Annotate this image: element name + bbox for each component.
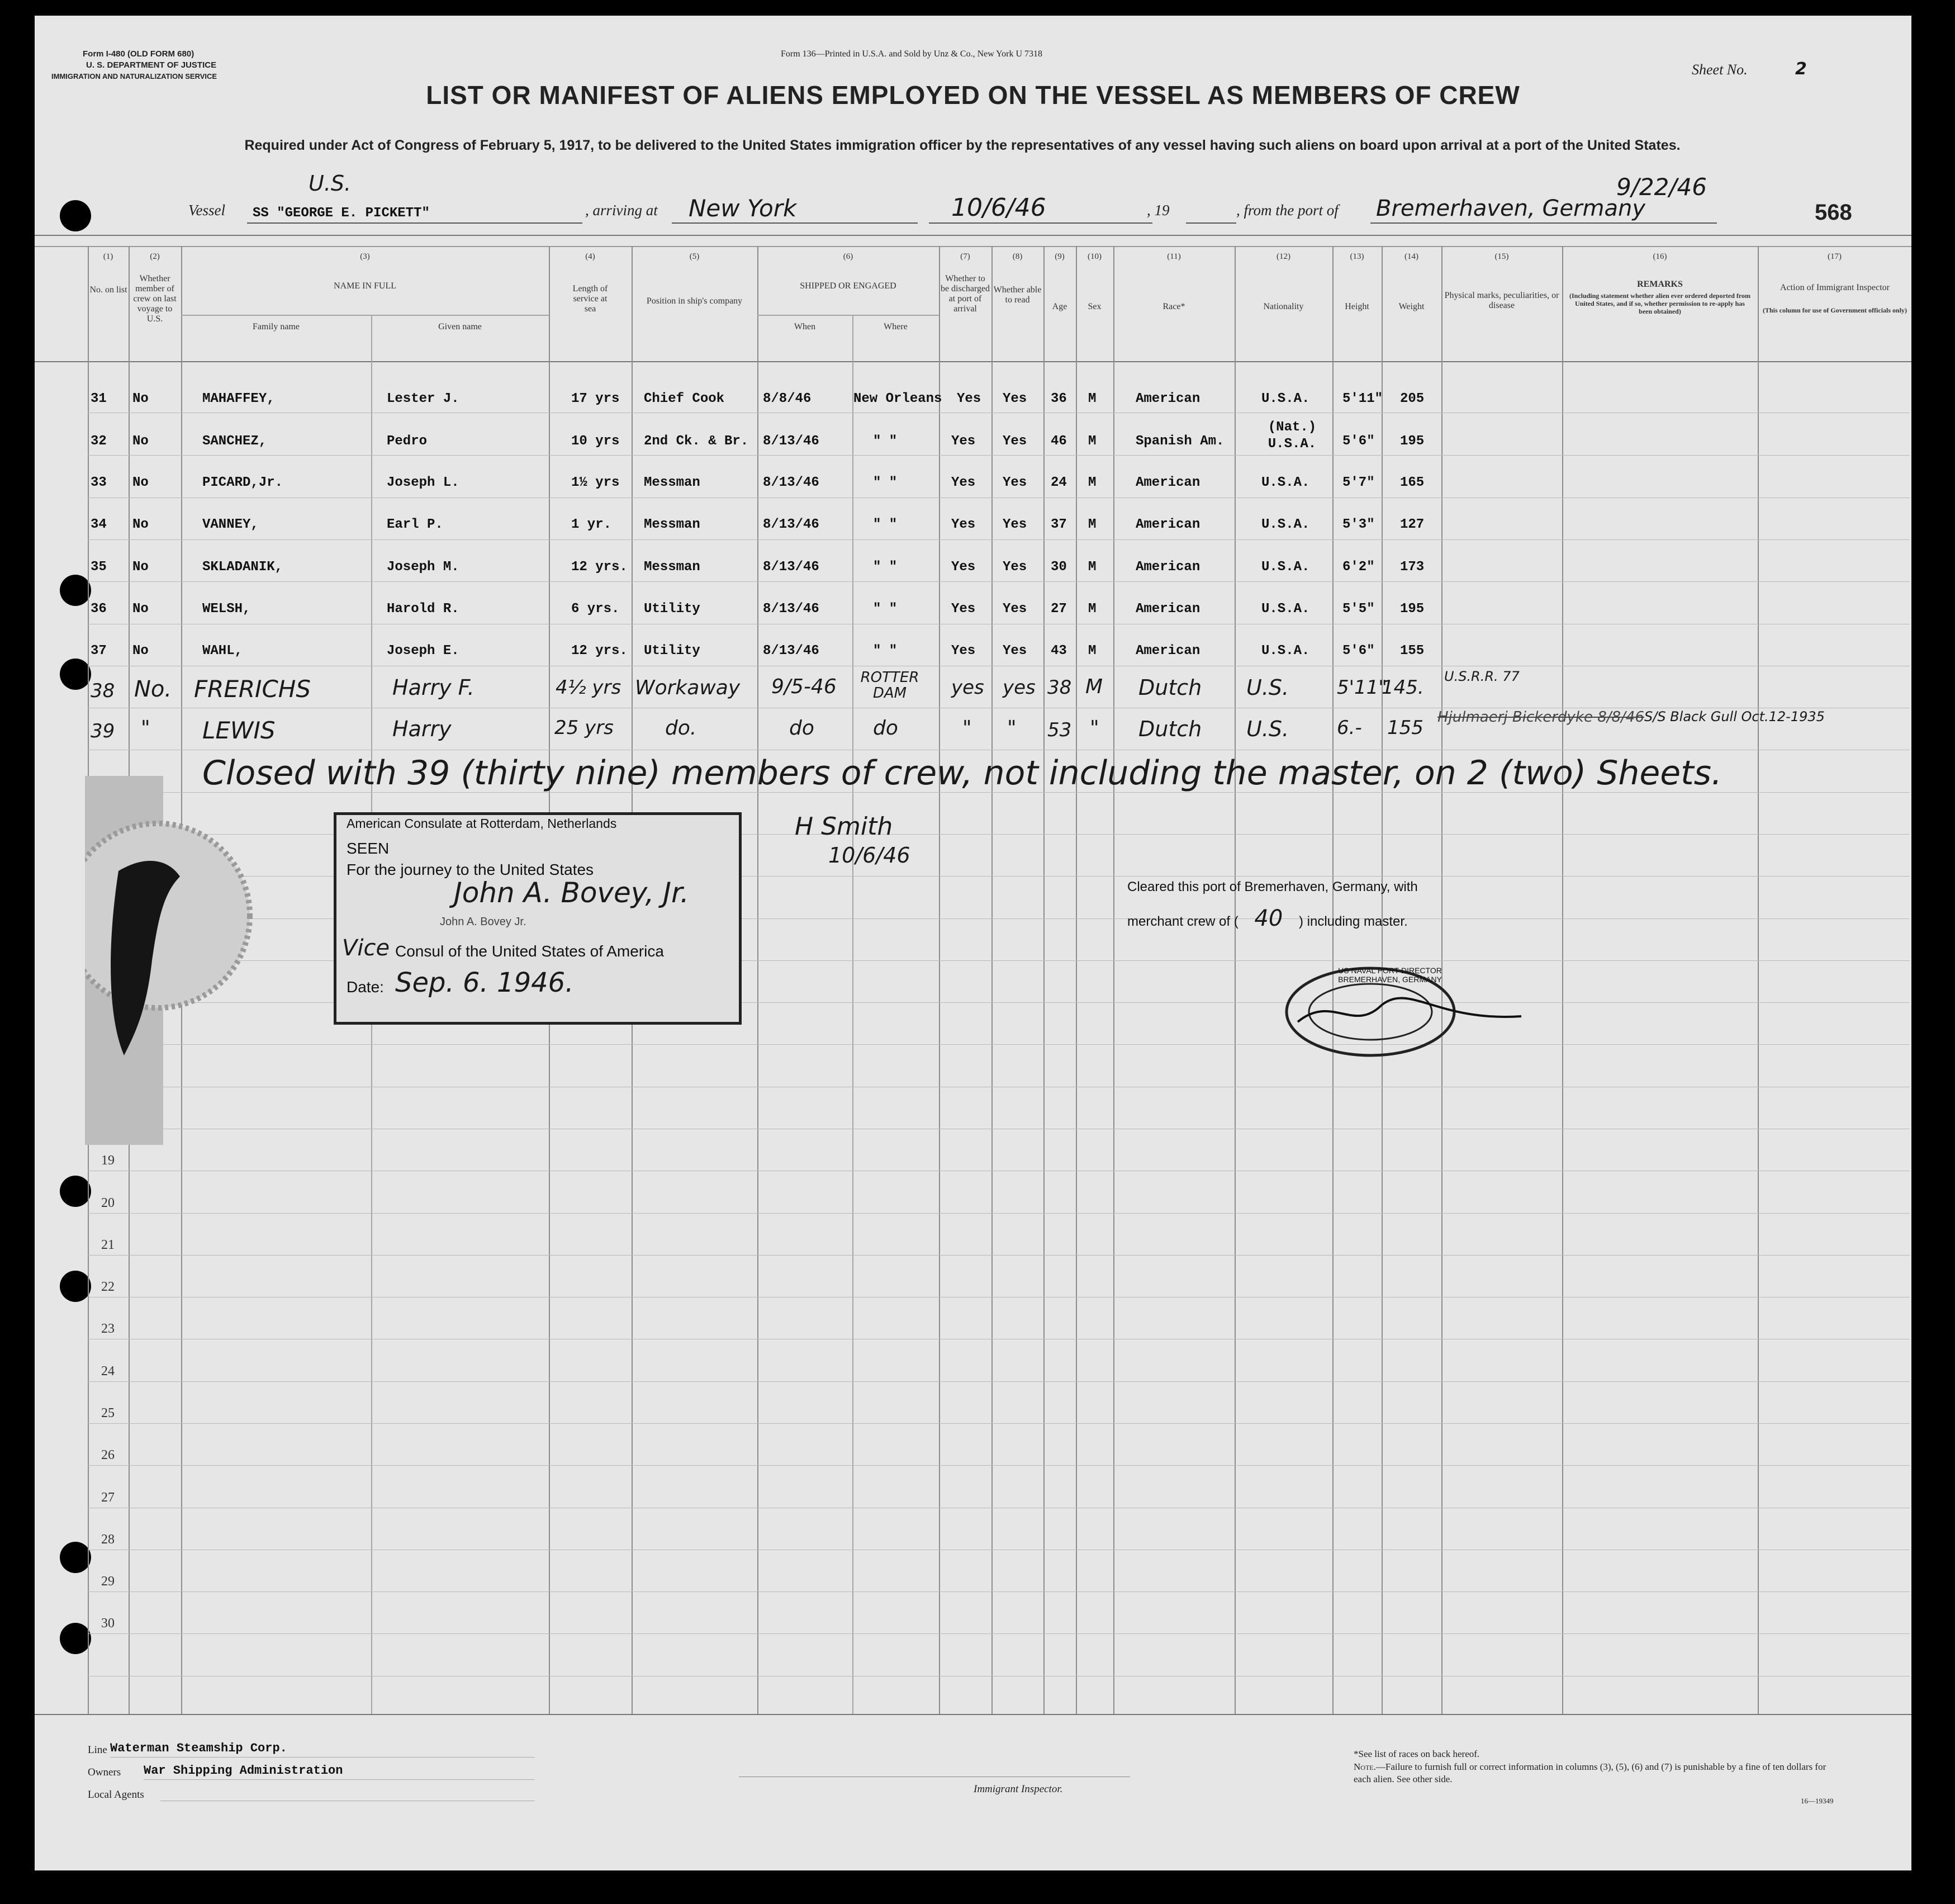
row-number: 22 <box>101 1280 115 1294</box>
where: " " <box>873 517 898 532</box>
where: " " <box>873 434 898 449</box>
struck-out-remark: Hjulmaerj Bickerdyke 8/8/46 <box>1437 709 1644 726</box>
service: IMMIGRATION AND NATURALIZATION SERVICE <box>51 72 217 80</box>
position: Workaway <box>635 676 741 699</box>
family-name: WELSH, <box>202 601 251 617</box>
family-name: VANNEY, <box>202 517 259 532</box>
sex: M <box>1088 434 1097 449</box>
sex: M <box>1088 560 1097 575</box>
page-number: 568 <box>1815 200 1852 225</box>
row-number: 25 <box>101 1406 115 1420</box>
from-label: , from the port of <box>1236 202 1339 219</box>
prev-voyage: No <box>132 391 149 406</box>
col-head: Physical marks, peculiarities, or disease <box>1444 291 1559 310</box>
col-num: (11) <box>1167 252 1181 261</box>
when: do <box>789 717 814 740</box>
service: 12 yrs. <box>571 560 628 575</box>
height: 5'11" <box>1337 676 1387 699</box>
sex: M <box>1088 475 1097 490</box>
manifest-page <box>35 16 1911 1870</box>
weight: 173 <box>1400 560 1425 575</box>
fine-note <box>1354 1761 1845 1785</box>
height: 6.- <box>1337 717 1362 739</box>
note-text: —Failure to furnish full or correct information in columns (3), (5), (6) and (7) is punishable by a fine of ten dollars for each alien. See other side. <box>1354 1761 1826 1784</box>
position: 2nd Ck. & Br. <box>644 434 749 449</box>
given-name: Harold R. <box>387 601 459 617</box>
col-subhead: Given name <box>438 322 482 331</box>
race: Dutch <box>1138 717 1202 741</box>
prev-voyage: No <box>132 475 149 490</box>
punch-hole <box>60 200 91 231</box>
weight: 205 <box>1400 391 1425 406</box>
punch-hole <box>60 659 91 690</box>
prev-voyage: No <box>132 601 149 617</box>
discharged: Yes <box>951 434 976 449</box>
family-name: MAHAFFEY, <box>202 391 275 406</box>
race: American <box>1136 643 1200 659</box>
nationality: U.S.A. <box>1261 560 1310 575</box>
row-no: 34 <box>91 517 107 532</box>
given-name: Joseph L. <box>387 475 459 490</box>
age: 43 <box>1051 643 1067 659</box>
col-num: (8) <box>1012 252 1023 261</box>
when: 8/13/46 <box>763 643 819 659</box>
punch-hole <box>60 1271 91 1302</box>
row-no: 31 <box>91 391 107 406</box>
sex: M <box>1085 675 1103 698</box>
embossed-seal <box>85 776 297 1145</box>
discharged: Yes <box>957 391 981 406</box>
consul-signature: John A. Bovey, Jr. <box>454 877 689 909</box>
consul-typed-name: John A. Bovey Jr. <box>440 916 526 928</box>
when: 8/13/46 <box>763 434 819 449</box>
nationality: (Nat.) U.S.A. <box>1268 420 1317 452</box>
race: Spanish Am. <box>1136 434 1225 449</box>
col-num: (13) <box>1350 252 1364 261</box>
col-head: Age <box>1052 302 1067 311</box>
sex: " <box>1090 717 1099 740</box>
when: 8/8/46 <box>763 391 812 406</box>
discharged: yes <box>951 676 984 699</box>
col-num: (5) <box>689 252 700 261</box>
sex: M <box>1088 643 1097 659</box>
row-number: 21 <box>101 1238 115 1252</box>
service: 4½ yrs <box>556 676 621 699</box>
stamp-date: Sep. 6. 1946. <box>395 967 574 998</box>
page-title: LIST OR MANIFEST OF ALIENS EMPLOYED ON THE VESSEL AS MEMBERS OF CREW <box>426 80 1520 110</box>
weight: 155 <box>1387 717 1423 739</box>
service: 10 yrs <box>571 434 620 449</box>
col-num: (4) <box>585 252 595 261</box>
col-num: (6) <box>843 252 853 261</box>
age: 27 <box>1051 601 1067 617</box>
discharged: Yes <box>951 560 976 575</box>
height: 5'5" <box>1342 601 1375 617</box>
col-head: NAME IN FULL <box>334 281 396 291</box>
weight: 155 <box>1400 643 1425 659</box>
cleared-pre: merchant crew of ( <box>1127 914 1239 929</box>
agents-label: Local Agents <box>88 1789 144 1801</box>
prev-voyage: No <box>132 643 149 659</box>
age: 37 <box>1051 517 1067 532</box>
row-number: 19 <box>101 1153 115 1168</box>
discharged: Yes <box>951 517 976 532</box>
family-name: PICARD,Jr. <box>202 475 283 490</box>
discharged: Yes <box>951 601 976 617</box>
col-num: (12) <box>1277 252 1290 261</box>
position: Utility <box>644 601 700 617</box>
remarks: S/S Black Gull Oct.12-1935 <box>1644 709 1825 724</box>
consul-title: Consul of the United States of America <box>395 942 664 960</box>
col-num: (10) <box>1088 252 1102 261</box>
col-num: (17) <box>1828 252 1842 261</box>
prev-voyage: " <box>141 717 150 740</box>
crew-count: 40 <box>1254 906 1283 931</box>
remarks: U.S.R.R. 77 <box>1444 669 1520 684</box>
position: Chief Cook <box>644 391 725 406</box>
race: American <box>1136 475 1200 490</box>
read: Yes <box>1003 475 1027 490</box>
height: 6'2" <box>1342 560 1375 575</box>
sex: M <box>1088 601 1097 617</box>
family-name: LEWIS <box>202 717 276 744</box>
row-number: 28 <box>101 1532 115 1547</box>
arriving-label: , arriving at <box>585 202 658 219</box>
read: Yes <box>1003 560 1027 575</box>
where: " " <box>873 475 898 490</box>
height: 5'6" <box>1342 643 1375 659</box>
punch-hole <box>60 1542 91 1573</box>
nationality: U.S.A. <box>1261 643 1310 659</box>
row-no: 38 <box>91 680 115 702</box>
col-head: REMARKS <box>1637 280 1683 289</box>
col-head: Length of service at sea <box>572 284 608 314</box>
where: " " <box>873 601 898 617</box>
age: 38 <box>1047 676 1072 699</box>
family-name: SKLADANIK, <box>202 560 283 575</box>
race: Dutch <box>1138 675 1202 700</box>
closing-signature: H Smith <box>795 812 893 841</box>
weight: 145. <box>1382 676 1424 699</box>
col-head: Position in ship's company <box>646 296 743 306</box>
when: 8/13/46 <box>763 517 819 532</box>
col-num: (14) <box>1404 252 1418 261</box>
col-head: No. on list <box>89 285 127 295</box>
sex: M <box>1088 391 1097 406</box>
when: 8/13/46 <box>763 601 819 617</box>
given-name: Lester J. <box>387 391 459 406</box>
arrival-date: 10/6/46 <box>951 193 1046 222</box>
age: 36 <box>1051 391 1067 406</box>
read: Yes <box>1003 434 1027 449</box>
where: " " <box>873 560 898 575</box>
nationality: U.S.A. <box>1261 517 1310 532</box>
col-head: Weight <box>1398 302 1425 311</box>
year-label: , 19 <box>1147 202 1170 219</box>
col-head: Nationality <box>1263 302 1304 311</box>
note-label: Note. <box>1354 1761 1376 1772</box>
race: American <box>1136 391 1200 406</box>
vessel-handwritten: U.S. <box>309 171 352 196</box>
race: American <box>1136 601 1200 617</box>
race: American <box>1136 560 1200 575</box>
read: Yes <box>1003 643 1027 659</box>
prev-voyage: No <box>132 434 149 449</box>
sheet-number: 2 <box>1795 59 1807 79</box>
race: American <box>1136 517 1200 532</box>
row-number: 30 <box>101 1616 115 1631</box>
age: 53 <box>1047 719 1072 741</box>
nationality: U.S.A. <box>1261 391 1310 406</box>
when: 8/13/46 <box>763 475 819 490</box>
position: Messman <box>644 517 700 532</box>
height: 5'11" <box>1342 391 1383 406</box>
discharged: " <box>962 717 972 740</box>
family-name: WAHL, <box>202 643 243 659</box>
row-number: 29 <box>101 1574 115 1589</box>
when: 8/13/46 <box>763 560 819 575</box>
vice-label: Vice <box>342 935 390 961</box>
form-code: 16—19349 <box>1801 1797 1834 1805</box>
closing-date: 10/6/46 <box>828 843 910 868</box>
read: Yes <box>1003 517 1027 532</box>
row-no: 35 <box>91 560 107 575</box>
consulate-heading: American Consulate at Rotterdam, Netherlands <box>347 816 617 831</box>
nationality: U.S. <box>1246 675 1289 700</box>
row-number: 23 <box>101 1322 115 1336</box>
weight: 195 <box>1400 601 1425 617</box>
position: Messman <box>644 475 700 490</box>
inspector-label: Immigrant Inspector. <box>974 1783 1063 1795</box>
where: do <box>873 717 898 740</box>
read: Yes <box>1003 601 1027 617</box>
date-label: Date: <box>347 978 384 996</box>
col-head: Whether to be discharged at port of arrival <box>940 274 990 314</box>
line-label: Line <box>88 1744 107 1756</box>
nationality: U.S.A. <box>1261 601 1310 617</box>
from-port: Bremerhaven, Germany <box>1376 196 1645 221</box>
col-num: (15) <box>1494 252 1509 261</box>
owners-label: Owners <box>88 1766 121 1778</box>
nationality: U.S.A. <box>1261 475 1310 490</box>
row-number: 27 <box>101 1490 115 1505</box>
department: U. S. DEPARTMENT OF JUSTICE <box>86 60 217 70</box>
service: 1 yr. <box>571 517 612 532</box>
position: Messman <box>644 560 700 575</box>
discharged: Yes <box>951 643 976 659</box>
where: " " <box>873 643 898 659</box>
weight: 127 <box>1400 517 1425 532</box>
row-number: 20 <box>101 1196 115 1210</box>
discharged: Yes <box>951 475 976 490</box>
owners-value: War Shipping Administration <box>144 1764 343 1778</box>
service: 6 yrs. <box>571 601 620 617</box>
col-num: (2) <box>150 252 160 261</box>
col-subhead: Family name <box>253 322 300 331</box>
col-head: Whether able to read <box>993 285 1042 305</box>
col-num: (1) <box>103 252 113 261</box>
col-head: Height <box>1345 302 1369 311</box>
col-note: (This column for use of Government officials only) <box>1762 306 1907 314</box>
vessel-name: SS "GEORGE E. PICKETT" <box>253 206 430 221</box>
cleared-line-1: Cleared this port of Bremerhaven, Germany, with <box>1127 879 1418 894</box>
printer-note: Form 136—Printed in U.S.A. and Sold by Unz & Co., New York U 7318 <box>781 49 1043 59</box>
prev-voyage: No <box>132 517 149 532</box>
when: 9/5-46 <box>771 675 837 698</box>
service: 25 yrs <box>554 717 614 739</box>
given-name: Harry F. <box>392 675 474 700</box>
given-name: Harry <box>392 717 452 741</box>
punch-hole <box>60 1176 91 1207</box>
row-no: 33 <box>91 475 107 490</box>
sex: M <box>1088 517 1097 532</box>
age: 46 <box>1051 434 1067 449</box>
read: " <box>1007 717 1017 740</box>
col-head: Action of Immigrant Inspector <box>1780 283 1890 292</box>
row-no: 37 <box>91 643 107 659</box>
given-name: Pedro <box>387 434 428 449</box>
service: 12 yrs. <box>571 643 628 659</box>
cleared-line-2 <box>1127 906 1408 931</box>
position: do. <box>665 717 697 740</box>
cleared-post: ) including master. <box>1298 914 1408 929</box>
weight: 195 <box>1400 434 1425 449</box>
given-name: Joseph E. <box>387 643 459 659</box>
col-subhead: When <box>794 322 816 331</box>
form-id: Form I-480 (OLD FORM 680) <box>83 49 194 59</box>
weight: 165 <box>1400 475 1425 490</box>
vessel-label: Vessel <box>188 202 225 219</box>
col-num: (9) <box>1055 252 1065 261</box>
col-num: (16) <box>1653 252 1667 261</box>
col-note: (Including statement whether alien ever ordered deported from United States, and if so, whether permission to re-apply has been obtained) <box>1569 292 1751 315</box>
col-head: Race* <box>1162 302 1185 311</box>
height: 5'7" <box>1342 475 1375 490</box>
family-name: FRERICHS <box>194 675 311 703</box>
height: 5'6" <box>1342 434 1375 449</box>
service: 17 yrs <box>571 391 620 406</box>
seen-label: SEEN <box>347 840 390 857</box>
read: Yes <box>1003 391 1027 406</box>
row-number: 24 <box>101 1364 115 1379</box>
col-head: Whether member of crew on last voyage to U.S. <box>133 274 177 324</box>
punch-hole <box>60 1623 91 1654</box>
height: 5'3" <box>1342 517 1375 532</box>
col-subhead: Where <box>884 322 908 331</box>
row-number: 26 <box>101 1448 115 1462</box>
position: Utility <box>644 643 700 659</box>
nationality: U.S. <box>1246 717 1289 741</box>
where: ROTTER DAM <box>860 669 919 702</box>
given-name: Earl P. <box>387 517 443 532</box>
seal-text: US NAVAL PORT DIRECTOR BREMERHAVEN, GERMANY <box>1338 966 1442 984</box>
col-num: (3) <box>360 252 370 261</box>
col-head: SHIPPED OR ENGAGED <box>800 281 896 291</box>
punch-hole <box>60 575 91 606</box>
sheet-label: Sheet No. <box>1692 61 1748 78</box>
prev-voyage: No <box>132 560 149 575</box>
prev-voyage: No. <box>134 676 172 702</box>
col-num: (7) <box>960 252 970 261</box>
departure-date: 9/22/46 <box>1616 173 1707 201</box>
read: yes <box>1003 676 1036 699</box>
age: 30 <box>1051 560 1067 575</box>
col-head: Sex <box>1088 302 1102 311</box>
consulate-stamp <box>334 812 742 1025</box>
journey-label: For the journey to the United States <box>347 861 594 878</box>
arriving-port: New York <box>689 195 797 222</box>
row-no: 32 <box>91 434 107 449</box>
service: 1½ yrs <box>571 475 620 490</box>
races-note: *See list of races on back hereof. <box>1354 1749 1480 1759</box>
given-name: Joseph M. <box>387 560 459 575</box>
row-no: 39 <box>91 720 115 742</box>
page-subtitle: Required under Act of Congress of February 5, 1917, to be delivered to the United States immigration officer by the representatives of any vessel having such aliens on board upon arrival at a port of the United States. <box>244 138 1681 153</box>
family-name: SANCHEZ, <box>202 434 267 449</box>
age: 24 <box>1051 475 1067 490</box>
line-value: Waterman Steamship Corp. <box>110 1741 287 1755</box>
where: New Orleans <box>853 391 942 406</box>
row-no: 36 <box>91 601 107 617</box>
closing-note: Closed with 39 (thirty nine) members of crew, not including the master, on 2 (two) Sheets. <box>202 754 1723 793</box>
